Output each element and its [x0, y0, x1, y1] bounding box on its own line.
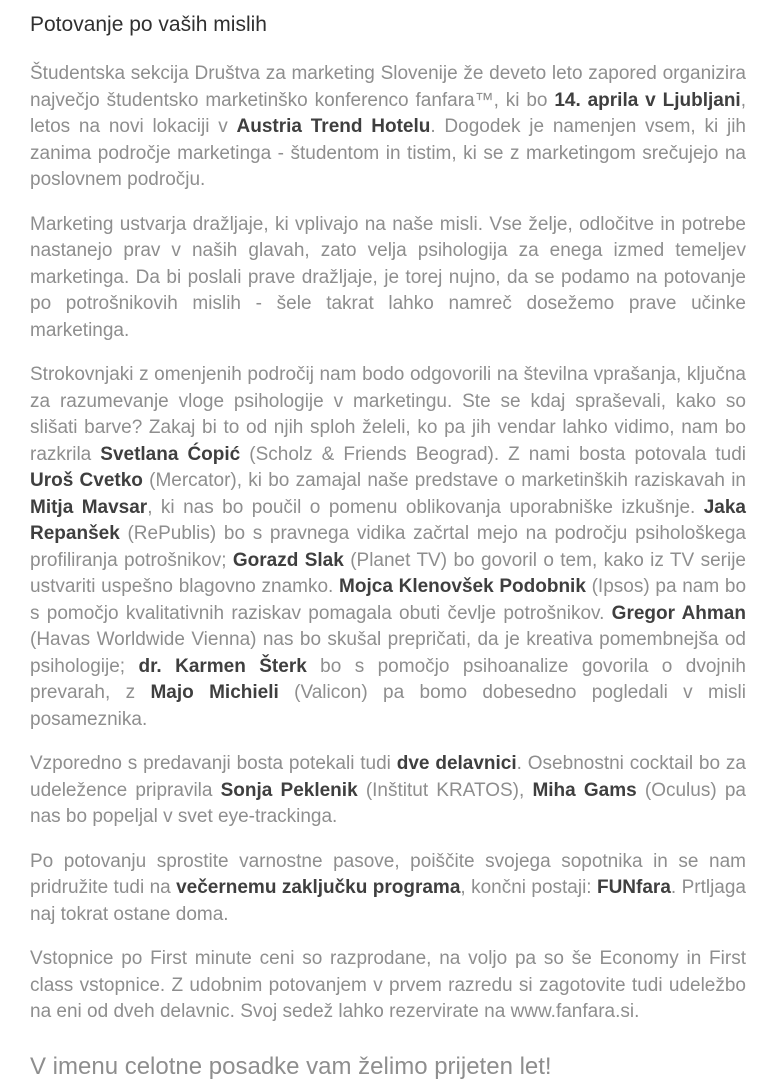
emphasis-speaker-name: Mojca Klenovšek Podobnik [339, 576, 586, 597]
paragraph-workshops [30, 751, 746, 831]
emphasis-workshops-count: dve delavnici [396, 753, 517, 774]
emphasis-speaker-name: Majo Michieli [150, 682, 279, 703]
paragraph-speakers [30, 362, 746, 733]
text-run: (Inštitut KRATOS), [357, 779, 533, 801]
text-run: (Havas Worldwide Vienna) nas bo skušal prepričati, da je kreativa pomembnejša od psihologije; [30, 629, 746, 677]
emphasis-venue: Austria Trend Hotelu [236, 116, 431, 137]
text-run: (Scholz & Friends Beograd). Z nami bosta potovala tudi [240, 443, 747, 465]
text-run: . Prtljaga naj tokrat ostane doma. [30, 877, 746, 925]
emphasis-speaker-name: Svetlana Ćopić [100, 443, 241, 465]
paragraph-marketing-psychology [30, 212, 746, 345]
emphasis-speaker-name: Gorazd Slak [232, 549, 344, 571]
text-run: , letos na novi lokaciji v [30, 89, 746, 137]
text-run: (Mercator), ki bo zamajal naše predstave o marketinških raziskavah in [142, 470, 746, 491]
emphasis-speaker-name: Miha Gams [532, 779, 637, 801]
text-run: Vzporedno s predavanji bosta potekali tudi [30, 753, 397, 774]
text-run: . Osebnostni cocktail bo za udeležence pripravila [30, 753, 746, 801]
text-run: (Planet TV) bo govoril o tem, kako iz TV serije ustvariti uspešno blagovno znamko. [30, 549, 746, 597]
text-run: Marketing ustvarja dražljaje, ki vplivajo na naše misli. Vse želje, odločitve in potrebe nastanejo prav v naših glavah, zato velja psihologija za enega izmed temeljev marketinga. Da bi poslali prave dražljaje, je torej nujno, da se podamo na potovanje po potrošnikovih mislih - šele takrat lahko namreč dosežemo prave učinke marketinga. [30, 213, 746, 341]
emphasis-speaker-name: Jaka Repanšek [30, 496, 747, 544]
closing-line: V imenu celotne posadke vam želimo prijeten let! [30, 1052, 552, 1080]
text-run: (Ipsos) pa nam bo s pomočjo kvalitativnih raziskav pomagala obuti čevlje potrošnikov. [30, 576, 747, 624]
paragraph-tickets [30, 946, 746, 1026]
emphasis-speaker-name: Mitja Mavsar [30, 496, 148, 518]
emphasis-event-date: 14. aprila v Ljubljani [554, 89, 741, 111]
text-run: (Oculus) pa nas bo popeljal v svet eye-trackinga. [30, 779, 746, 827]
emphasis-speaker-name: Gregor Ahman [611, 602, 746, 624]
text-run: (Valicon) pa bomo dobesedno pogledali v misli posameznika. [30, 682, 747, 730]
text-run: Po potovanju sprostite varnostne pasove, poiščite svojega sopotnika in se nam pridružite tudi na [30, 850, 746, 898]
page-title: Potovanje po vaših mislih [30, 13, 267, 36]
text-run: , končni postaji: [460, 877, 597, 898]
text-run: , ki nas bo poučil o pomenu oblikovanja uporabniške izkušnje. [147, 496, 704, 518]
emphasis-funfara: FUNfara [596, 877, 671, 898]
text-run: . Dogodek je namenjen vsem, ki jih zanima področje marketinga - študentom in tistim, ki se z marketingom srečujejo na poslovnem področju. [30, 116, 746, 190]
text-run: Vstopnice po First minute ceni so razprodane, na voljo pa so še Economy in First class vstopnice. Z udobnim potovanjem v prvem razredu si zagotovite tudi udeležbo na eni od dveh delavnic. Svoj sedež lahko rezervirate na www.fanfara.si. [30, 948, 746, 1022]
text-run: bo s pomočjo psihoanalize govorila o dvojnih prevarah, z [30, 655, 746, 703]
text-run: Študentska sekcija Društva za marketing Slovenije že deveto leto zapored organizira največjo študentsko marketinško konferenco fanfara™, ki bo [30, 63, 746, 111]
emphasis-speaker-name: Sonja Peklenik [220, 779, 358, 801]
paragraph-intro [30, 61, 746, 194]
text-run: (RePublis) bo s pravnega vidika začrtal mejo na področju psihološkega profiliranja potrošnikov; [30, 523, 746, 571]
emphasis-speaker-name: dr. Karmen Šterk [138, 655, 307, 677]
paragraph-evening-program [30, 849, 746, 929]
text-run: Strokovnjaki z omenjenih področij nam bodo odgovorili na številna vprašanja, ključna za razumevanje vloge psihologije v marketingu. Ste se kdaj spraševali, kako so slišati barve? Zakaj bi to od njih sploh želeli, ko pa jih vendar lahko vidimo, nam bo razkrila [30, 364, 746, 465]
emphasis-speaker-name: Uroš Cvetko [30, 470, 143, 491]
emphasis-evening-event: večernemu zaključku programa [176, 877, 461, 898]
